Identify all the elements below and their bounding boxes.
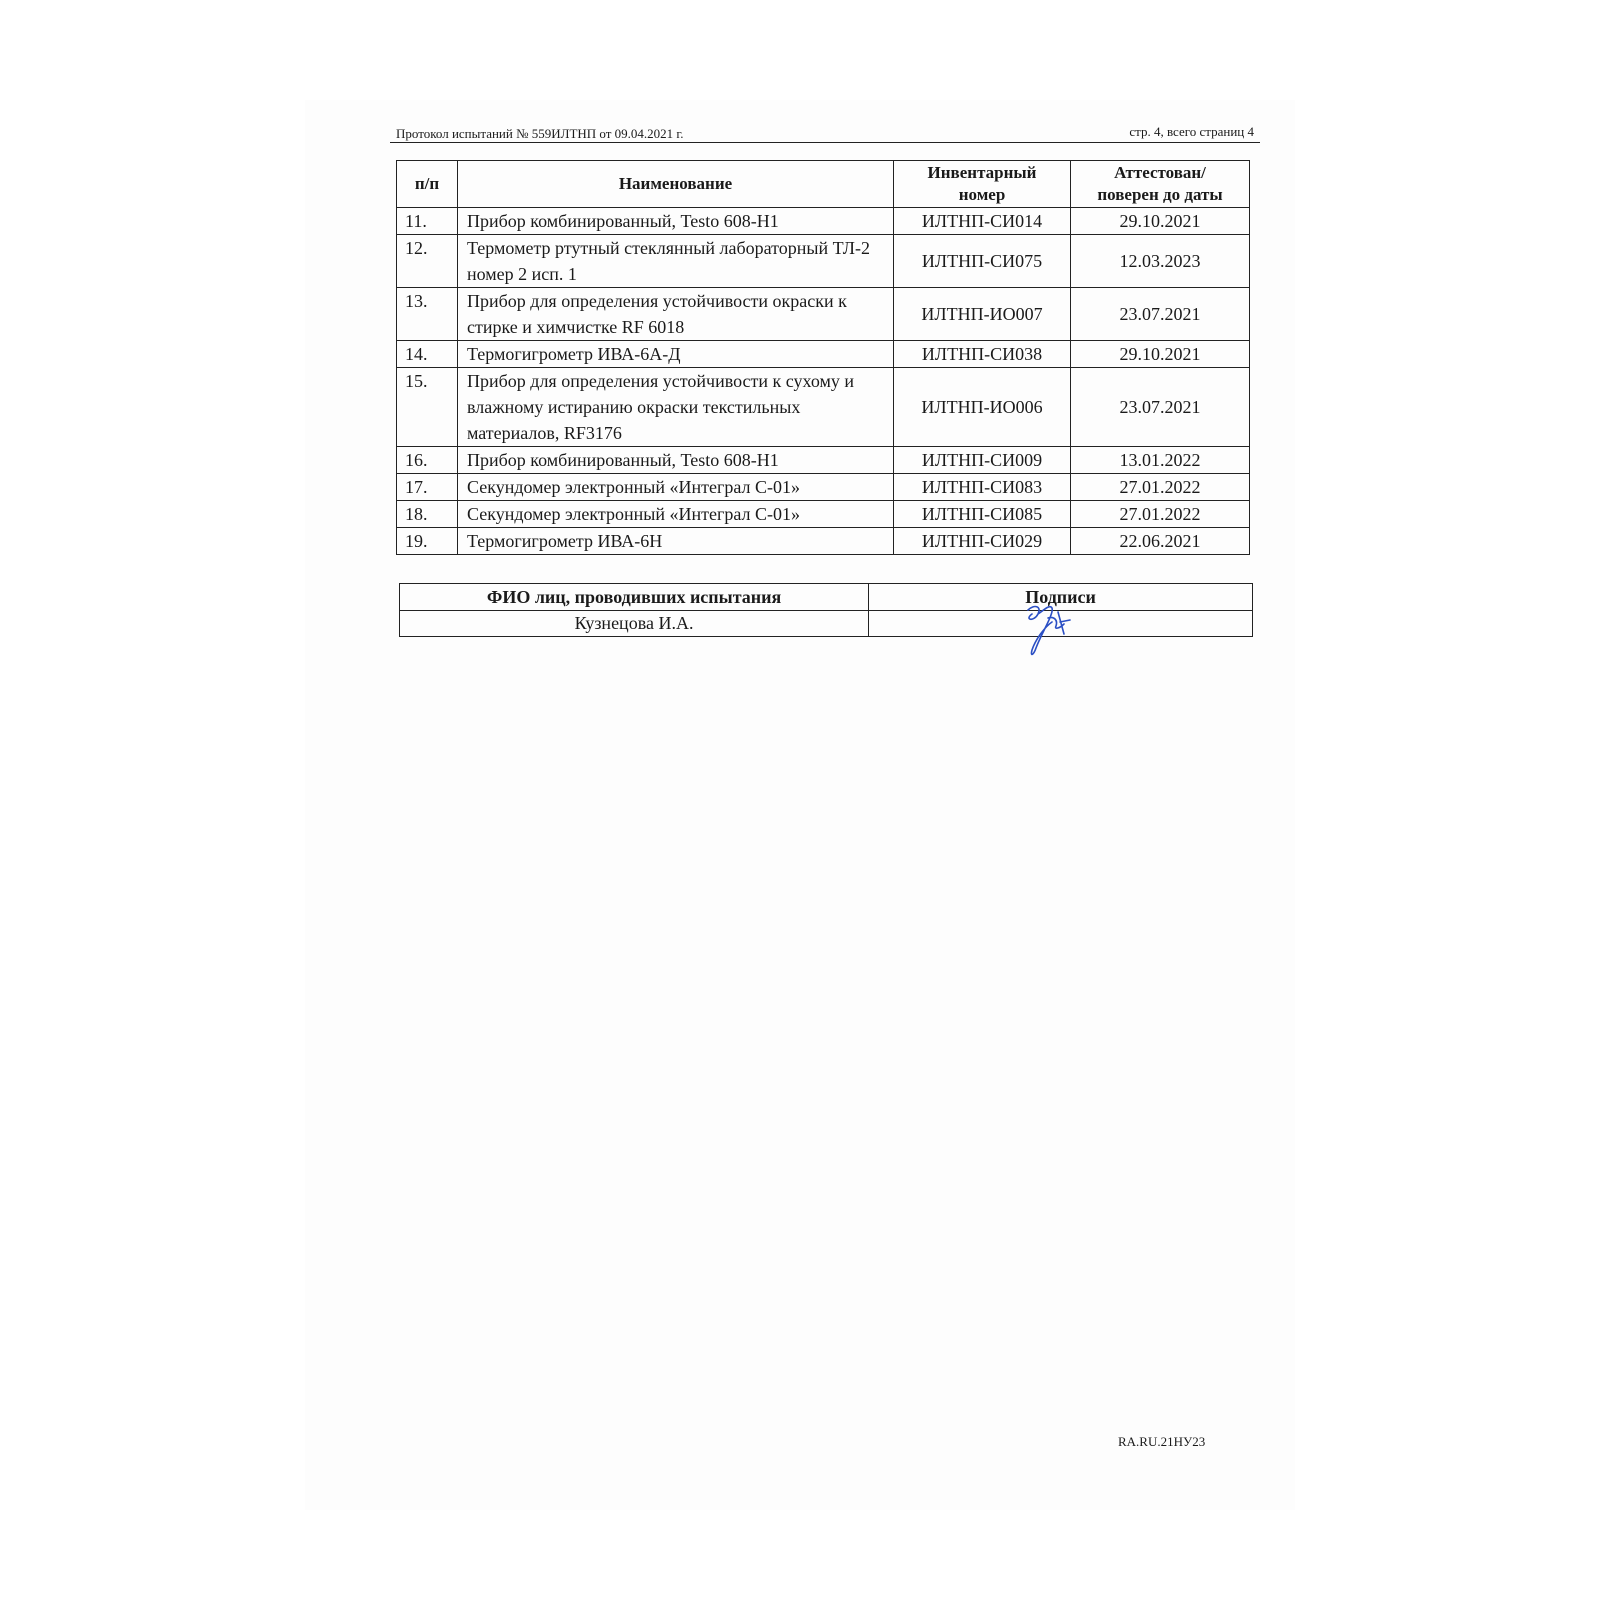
protocol-title: Протокол испытаний № 559ИЛТНП от 09.04.2021 г.	[396, 126, 684, 141]
row-num: 19.	[397, 528, 458, 555]
row-inventory: ИЛТНП-СИ014	[894, 208, 1071, 235]
table-row	[397, 474, 1250, 501]
header-persons: ФИО лиц, проводивших испытания	[400, 584, 869, 611]
row-date: 22.06.2021	[1071, 528, 1250, 555]
row-inventory: ИЛТНП-СИ009	[894, 447, 1071, 474]
row-name: Секундомер электронный «Интеграл С-01»	[458, 501, 894, 528]
header-cert-line2: поверен до даты	[1097, 185, 1223, 204]
table-row	[397, 341, 1250, 368]
header-cert-date	[1071, 161, 1250, 208]
row-name: Термометр ртутный стеклянный лабораторный ТЛ-2 номер 2 исп. 1	[458, 235, 894, 288]
row-num: 14.	[397, 341, 458, 368]
header-cert-line1: Аттестован/	[1114, 163, 1206, 182]
row-name: Прибор комбинированный, Testo 608-H1	[458, 447, 894, 474]
row-inventory: ИЛТНП-СИ038	[894, 341, 1071, 368]
row-num: 11.	[397, 208, 458, 235]
row-inventory: ИЛТНП-СИ083	[894, 474, 1071, 501]
row-inventory: ИЛТНП-ИО006	[894, 368, 1071, 447]
header-name: Наименование	[458, 161, 894, 208]
table-header-row	[397, 161, 1250, 208]
header-inventory-line2: номер	[958, 185, 1006, 204]
row-date: 29.10.2021	[1071, 208, 1250, 235]
row-date: 12.03.2023	[1071, 235, 1250, 288]
person-name: Кузнецова И.А.	[400, 611, 869, 637]
row-date: 27.01.2022	[1071, 474, 1250, 501]
row-num: 13.	[397, 288, 458, 341]
header-signatures: Подписи	[869, 584, 1253, 611]
row-name: Секундомер электронный «Интеграл С-01»	[458, 474, 894, 501]
table-row	[397, 528, 1250, 555]
signature-table	[399, 583, 1253, 637]
row-inventory: ИЛТНП-СИ029	[894, 528, 1071, 555]
header-num: п/п	[397, 161, 458, 208]
row-inventory: ИЛТНП-СИ085	[894, 501, 1071, 528]
row-name: Прибор комбинированный, Testo 608-H1	[458, 208, 894, 235]
header-inventory-line1: Инвентарный	[927, 163, 1037, 182]
handwritten-signature	[1020, 600, 1080, 660]
row-name: Прибор для определения устойчивости к сухому и влажному истиранию окраски текстильных материалов, RF3176	[458, 368, 894, 447]
row-date: 29.10.2021	[1071, 341, 1250, 368]
table-row	[397, 288, 1250, 341]
table-row	[397, 501, 1250, 528]
row-num: 16.	[397, 447, 458, 474]
equipment-table	[396, 160, 1250, 555]
row-date: 23.07.2021	[1071, 368, 1250, 447]
signature-row	[400, 611, 1253, 637]
table-row	[397, 208, 1250, 235]
page-number: стр. 4, всего страниц 4	[1129, 124, 1254, 139]
row-date: 27.01.2022	[1071, 501, 1250, 528]
table-row	[397, 447, 1250, 474]
header-inventory	[894, 161, 1071, 208]
row-num: 18.	[397, 501, 458, 528]
row-date: 23.07.2021	[1071, 288, 1250, 341]
row-num: 17.	[397, 474, 458, 501]
row-num: 15.	[397, 368, 458, 447]
row-inventory: ИЛТНП-СИ075	[894, 235, 1071, 288]
row-name: Термогигрометр ИВА-6Н	[458, 528, 894, 555]
page-header	[390, 124, 1260, 143]
row-inventory: ИЛТНП-ИО007	[894, 288, 1071, 341]
row-date: 13.01.2022	[1071, 447, 1250, 474]
table-row	[397, 368, 1250, 447]
table-row	[397, 235, 1250, 288]
signature-header-row	[400, 584, 1253, 611]
row-name: Термогигрометр ИВА-6А-Д	[458, 341, 894, 368]
row-num: 12.	[397, 235, 458, 288]
row-name: Прибор для определения устойчивости окраски к стирке и химчистке RF 6018	[458, 288, 894, 341]
certificate-code: RA.RU.21НУ23	[1118, 1434, 1206, 1449]
